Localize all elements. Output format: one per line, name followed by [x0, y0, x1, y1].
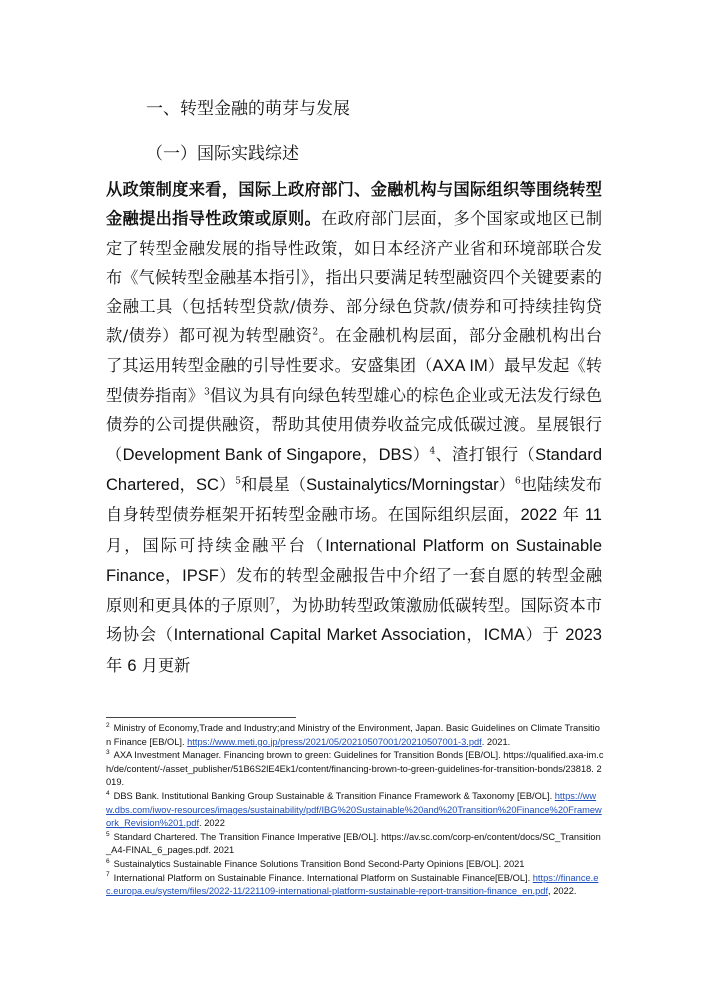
- footnote-link[interactable]: https://www.dbs.com/iwov-resources/images/sustainability/pdf/IBG%20Sustainable%20and%20Transition%20Finance%20Framework_Revision%201.pdf: [106, 790, 602, 829]
- footnote-number: 4: [106, 789, 110, 797]
- text-run: ）: [412, 444, 430, 464]
- text-run: 年: [106, 655, 128, 675]
- text-run: 也陆续发布自身转型债券框架开拓转型金融市场。在国际组织层面，: [106, 474, 603, 525]
- text-run: 月，国际可持续金融平台（: [106, 535, 326, 555]
- footnote-text: Sustainalytics Sustainable Finance Solutions Transition Bond Second-Party Opinions [EB/OL]. 2021: [113, 858, 525, 869]
- footnote-link[interactable]: https://www.meti.go.jp/press/2021/05/20210507001/20210507001-3.pdf: [187, 736, 482, 747]
- text-run: ）于: [524, 625, 566, 645]
- text-run: Standard Chartered，SC: [106, 445, 603, 494]
- footnote-text: AXA Investment Manager. Financing brown to green: Guidelines for Transition Bonds [EB/OL]. https://qualified.axa-im.ch/de/content/-/asset_publisher/51B6S2lE4Ek1/content/financing-brown-to-green-guidelines-for-transition-bonds/23818. 2019.: [106, 750, 604, 788]
- footnote: [106, 790, 604, 831]
- footnote: [106, 749, 604, 790]
- text-run: Sustainalytics/Morningstar: [306, 475, 499, 494]
- text-run: International Capital Market Association，ICMA: [173, 626, 525, 645]
- footnote-number: 3: [106, 749, 110, 757]
- text-run: ）: [498, 474, 515, 494]
- footnote-list: [106, 722, 604, 899]
- text-run: 6: [127, 656, 137, 675]
- footnote-text: DBS Bank. Institutional Banking Group Sustainable & Transition Finance Framework & Taxonomy [EB/OL].: [113, 790, 555, 801]
- lead-sentence: 从政策制度来看，国际上政府部门、金融机构与国际组织等围绕转型金融提出指导性政策或原则。: [106, 180, 602, 229]
- footnote-ref[interactable]: 3: [204, 387, 210, 398]
- text-run: ）发布的转型金融报告中介绍了一套自愿的转型金融原则和更具体的子原则: [106, 565, 603, 616]
- footnote-ref[interactable]: 2: [312, 328, 319, 339]
- text-run: 年: [557, 505, 585, 525]
- text-run: ）: [218, 474, 236, 494]
- footnote-ref[interactable]: 4: [429, 446, 436, 457]
- text-run: Development Bank of Singapore，DBS: [122, 445, 413, 464]
- footnote-tail: . 2021.: [481, 736, 511, 747]
- subsection-heading: （一）国际实践综述: [146, 144, 299, 164]
- text-run: 月更新: [136, 655, 191, 675]
- section-heading: 一、转型金融的萌芽与发展: [146, 99, 350, 119]
- footnote-link[interactable]: https://finance.ec.europa.eu/system/files/2022-11/221109-international-platform-sustainable-report-transition-finance_en.pdf: [106, 872, 599, 897]
- footnote-divider: [106, 717, 296, 718]
- text-run: 11: [584, 506, 602, 525]
- body-paragraph: [106, 175, 602, 681]
- footnote-text: Ministry of Economy,Trade and Industry;and Ministry of the Environment, Japan. Basic Guidelines on Climate Transition Finance [EB/OL].: [106, 723, 600, 747]
- text-run: 2022: [520, 506, 558, 525]
- text-run: AXA IM: [432, 356, 488, 375]
- footnote-ref[interactable]: 6: [515, 476, 521, 487]
- footnote-tail: . 2022: [199, 818, 225, 829]
- text-run: 、渣打银行（: [435, 444, 536, 464]
- text-run: 倡议为具有向绿色转型雄心的棕色企业或无法发行绿色债券的公司提供融资，帮助其使用债券收益完成低碳过渡。星展银行（: [106, 386, 603, 464]
- footnote: [106, 722, 604, 749]
- text-run: International Platform on Sustainable Finance，IPSF: [106, 536, 603, 585]
- footnote-number: 6: [106, 857, 110, 865]
- footnote-ref[interactable]: 5: [235, 476, 241, 487]
- text-run: 在政府部门层面，多个国家或地区已制定了转型金融发展的指导性政策，如日本经济产业省和环境部联合发布《气候转型金融基本指引》，指出只要满足转型融资四个关键要素的金融工具（包括转型贷款/债券、部分绿色贷款/债券和可持续挂钩贷款/债券）都可视为转型融资: [106, 209, 603, 346]
- footnote: [106, 858, 604, 872]
- footnote-text: International Platform on Sustainable Finance. International Platform on Sustainable Finance[EB/OL].: [113, 872, 533, 883]
- text-run: 2023: [565, 626, 602, 645]
- text-run: ，为协助转型政策激励低碳转型。国际资本市场协会（: [106, 596, 602, 645]
- footnote-number: 2: [106, 721, 110, 729]
- footnote-text: Standard Chartered. The Transition Finance Imperative [EB/OL]. https://av.sc.com/corp-en/content/docs/SC_Transition_A4-FINAL_6_pages.pdf. 2021: [106, 831, 601, 856]
- footnote: [106, 872, 604, 899]
- footnote: [106, 831, 604, 858]
- footnote-ref[interactable]: 7: [269, 597, 276, 608]
- text-run: 和晨星（: [241, 474, 307, 494]
- text-run: 。在金融机构层面，部分金融机构出台了其运用转型金融的引导性要求。安盛集团（: [106, 326, 603, 375]
- footnote-number: 5: [106, 830, 110, 838]
- footnote-number: 7: [106, 871, 110, 879]
- footnote-tail: , 2022.: [548, 886, 577, 897]
- text-run: ）最早发起《转型债券指南》: [106, 355, 603, 406]
